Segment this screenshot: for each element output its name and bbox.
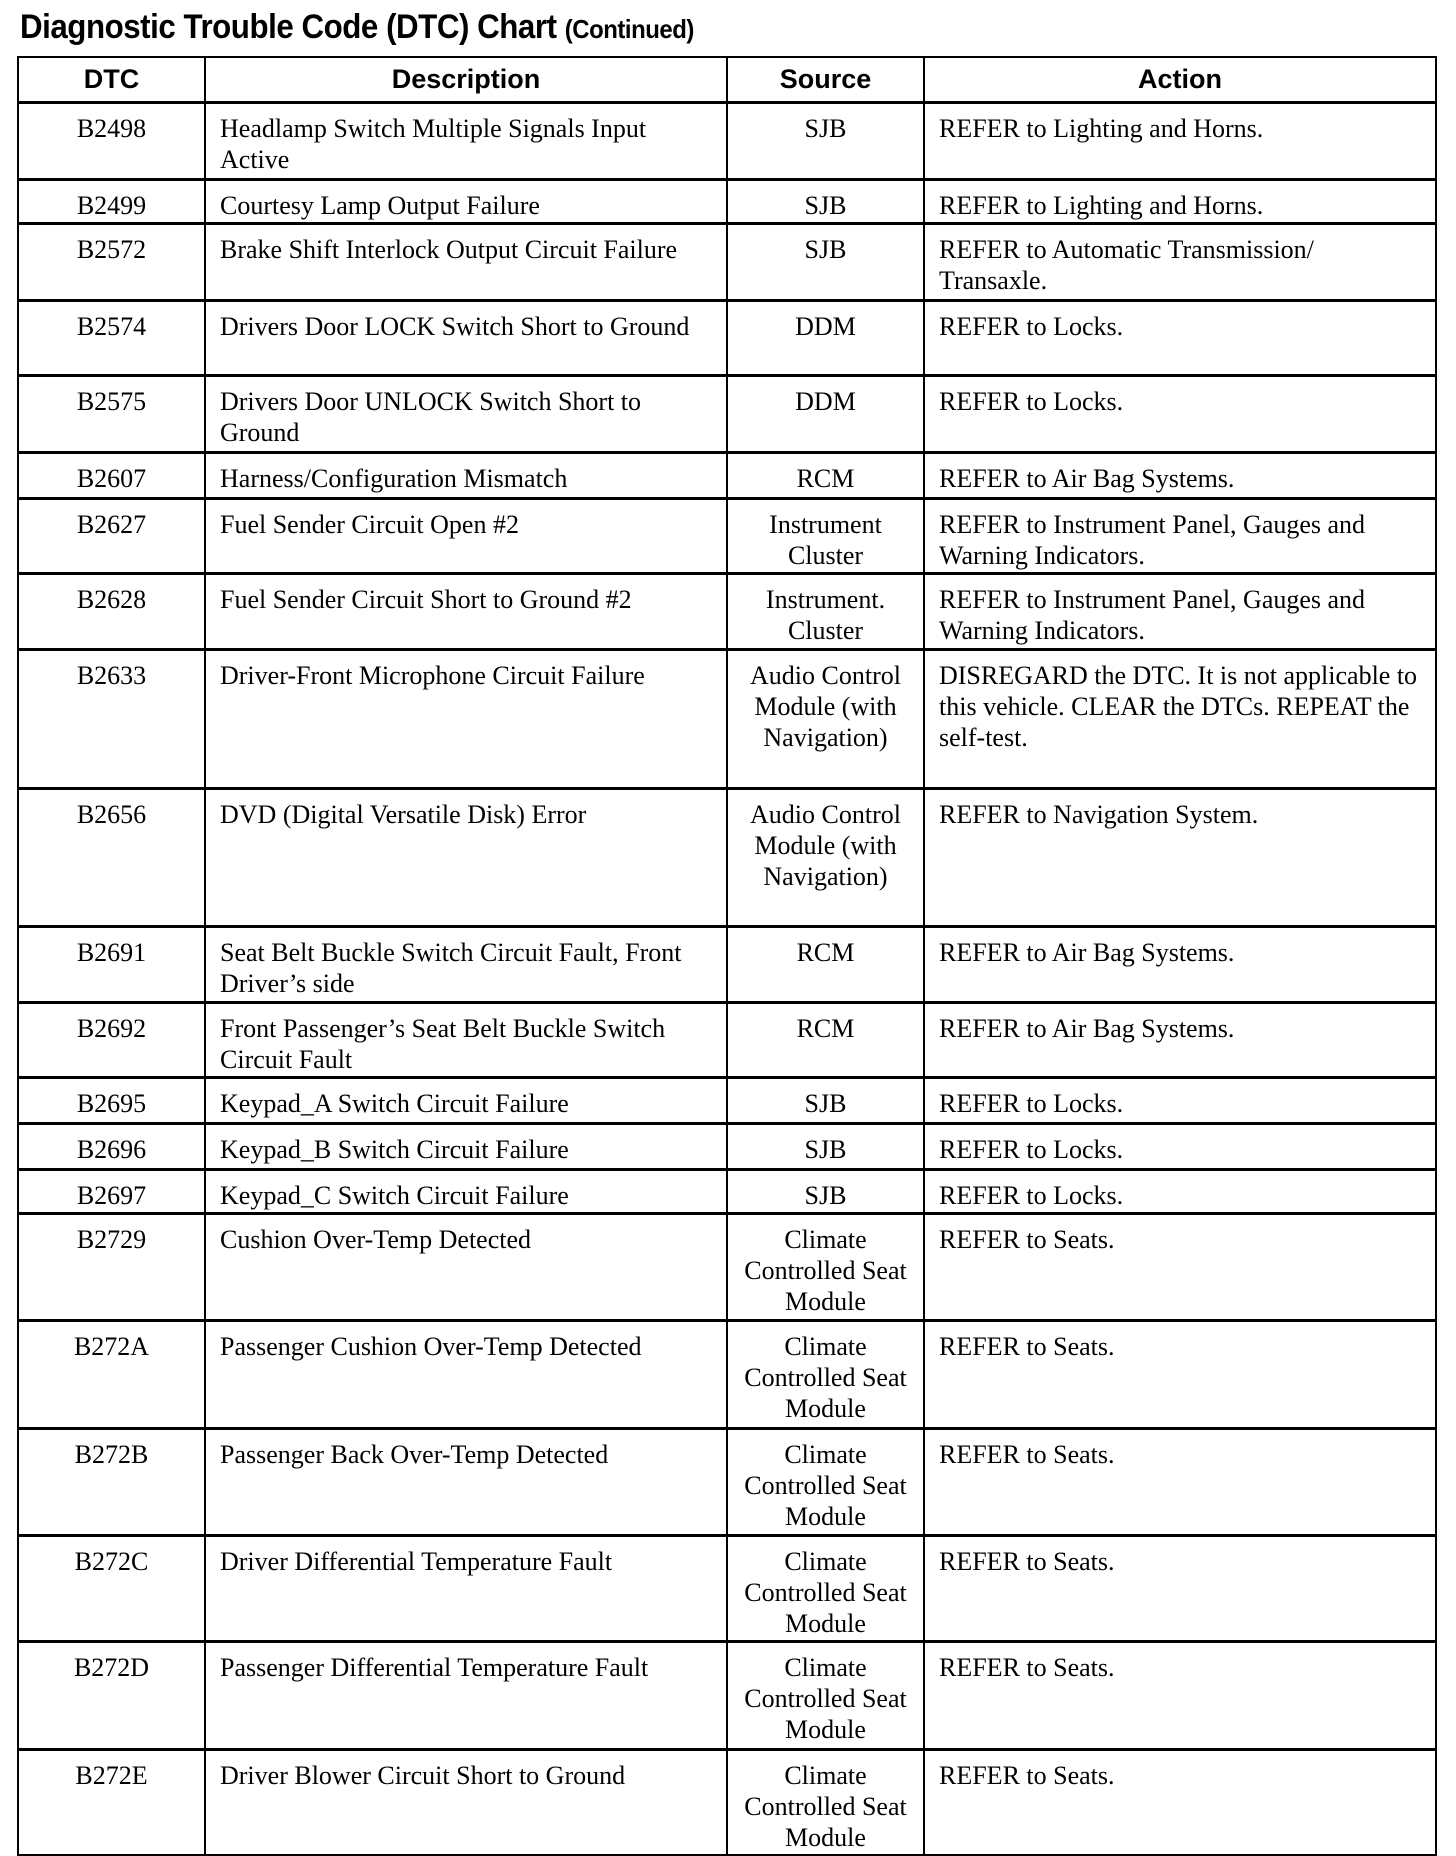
cell-action: REFER to Seats.: [924, 1535, 1436, 1641]
header-dtc: DTC: [18, 57, 205, 102]
cell-source: SJB: [727, 223, 924, 300]
cell-dtc: B2697: [18, 1169, 205, 1213]
cell-description: Drivers Door LOCK Switch Short to Ground: [205, 300, 727, 375]
table-row: [18, 1749, 1436, 1855]
cell-dtc: B2692: [18, 1002, 205, 1077]
cell-description: Keypad_C Switch Circuit Failure: [205, 1169, 727, 1213]
table-row: [18, 1002, 1436, 1077]
title-suffix: (Continued): [564, 14, 694, 44]
cell-source: SJB: [727, 1077, 924, 1123]
page-title: [20, 8, 694, 47]
table-row: [18, 1535, 1436, 1641]
table-row: [18, 926, 1436, 1002]
cell-description: Passenger Differential Temperature Fault: [205, 1641, 727, 1749]
table-row: [18, 102, 1436, 179]
cell-dtc: B272A: [18, 1320, 205, 1428]
cell-dtc: B2729: [18, 1213, 205, 1320]
cell-action: REFER to Seats.: [924, 1428, 1436, 1535]
cell-action: REFER to Navigation System.: [924, 788, 1436, 926]
cell-description: Courtesy Lamp Output Failure: [205, 179, 727, 223]
cell-source: Climate Controlled Seat Module: [727, 1213, 924, 1320]
cell-dtc: B272D: [18, 1641, 205, 1749]
cell-dtc: B2691: [18, 926, 205, 1002]
cell-action: REFER to Seats.: [924, 1749, 1436, 1855]
title-text: Diagnostic Trouble Code (DTC) Chart: [20, 8, 557, 46]
cell-dtc: B2498: [18, 102, 205, 179]
cell-dtc: B2627: [18, 498, 205, 573]
cell-description: Fuel Sender Circuit Open #2: [205, 498, 727, 573]
cell-source: SJB: [727, 179, 924, 223]
cell-action: REFER to Lighting and Horns.: [924, 102, 1436, 179]
cell-source: SJB: [727, 102, 924, 179]
table-row: [18, 375, 1436, 452]
cell-action: REFER to Locks.: [924, 375, 1436, 452]
cell-dtc: B2628: [18, 573, 205, 649]
cell-description: Keypad_B Switch Circuit Failure: [205, 1123, 727, 1169]
table-row: [18, 452, 1436, 498]
table-row: [18, 179, 1436, 223]
table-row: [18, 1213, 1436, 1320]
cell-description: Keypad_A Switch Circuit Failure: [205, 1077, 727, 1123]
header-action: Action: [924, 57, 1436, 102]
cell-description: Harness/Configuration Mismatch: [205, 452, 727, 498]
table-row: [18, 498, 1436, 573]
cell-source: Instrument. Cluster: [727, 573, 924, 649]
cell-description: Brake Shift Interlock Output Circuit Failure: [205, 223, 727, 300]
cell-description: Passenger Cushion Over-Temp Detected: [205, 1320, 727, 1428]
cell-description: Drivers Door UNLOCK Switch Short to Ground: [205, 375, 727, 452]
table-row: [18, 1169, 1436, 1213]
cell-source: RCM: [727, 926, 924, 1002]
table-row: [18, 649, 1436, 788]
cell-source: Climate Controlled Seat Module: [727, 1535, 924, 1641]
table-row: [18, 1428, 1436, 1535]
cell-dtc: B2695: [18, 1077, 205, 1123]
cell-dtc: B272C: [18, 1535, 205, 1641]
cell-action: DISREGARD the DTC. It is not applicable to this vehicle. CLEAR the DTCs. REPEAT the self-test.: [924, 649, 1436, 788]
cell-action: REFER to Air Bag Systems.: [924, 926, 1436, 1002]
cell-dtc: B2607: [18, 452, 205, 498]
cell-description: DVD (Digital Versatile Disk) Error: [205, 788, 727, 926]
cell-source: Climate Controlled Seat Module: [727, 1749, 924, 1855]
table-row: [18, 1641, 1436, 1749]
cell-source: RCM: [727, 1002, 924, 1077]
cell-source: Audio Control Module (with Navigation): [727, 649, 924, 788]
cell-description: Passenger Back Over-Temp Detected: [205, 1428, 727, 1535]
cell-dtc: B272E: [18, 1749, 205, 1855]
table-row: [18, 300, 1436, 375]
header-description: Description: [205, 57, 727, 102]
cell-description: Headlamp Switch Multiple Signals Input Active: [205, 102, 727, 179]
cell-source: DDM: [727, 300, 924, 375]
table-header-row: [18, 57, 1436, 102]
table-row: [18, 573, 1436, 649]
cell-dtc: B2499: [18, 179, 205, 223]
cell-dtc: B2572: [18, 223, 205, 300]
cell-action: REFER to Seats.: [924, 1641, 1436, 1749]
table-row: [18, 1320, 1436, 1428]
cell-description: Seat Belt Buckle Switch Circuit Fault, Front Driver’s side: [205, 926, 727, 1002]
cell-action: REFER to Instrument Panel, Gauges and Warning Indicators.: [924, 498, 1436, 573]
table-row: [18, 788, 1436, 926]
table-row: [18, 1123, 1436, 1169]
cell-description: Driver Blower Circuit Short to Ground: [205, 1749, 727, 1855]
cell-dtc: B2633: [18, 649, 205, 788]
cell-action: REFER to Locks.: [924, 1169, 1436, 1213]
cell-action: REFER to Locks.: [924, 1077, 1436, 1123]
cell-dtc: B272B: [18, 1428, 205, 1535]
cell-source: Climate Controlled Seat Module: [727, 1320, 924, 1428]
cell-source: RCM: [727, 452, 924, 498]
cell-action: REFER to Locks.: [924, 300, 1436, 375]
cell-description: Fuel Sender Circuit Short to Ground #2: [205, 573, 727, 649]
cell-description: Driver-Front Microphone Circuit Failure: [205, 649, 727, 788]
cell-dtc: B2574: [18, 300, 205, 375]
cell-dtc: B2696: [18, 1123, 205, 1169]
cell-source: Audio Control Module (with Navigation): [727, 788, 924, 926]
cell-action: REFER to Air Bag Systems.: [924, 1002, 1436, 1077]
dtc-table: [17, 56, 1437, 1856]
cell-action: REFER to Automatic Transmission/ Transaxle.: [924, 223, 1436, 300]
cell-dtc: B2575: [18, 375, 205, 452]
header-source: Source: [727, 57, 924, 102]
cell-source: Climate Controlled Seat Module: [727, 1641, 924, 1749]
cell-action: REFER to Lighting and Horns.: [924, 179, 1436, 223]
table-row: [18, 1077, 1436, 1123]
cell-description: Cushion Over-Temp Detected: [205, 1213, 727, 1320]
cell-source: SJB: [727, 1123, 924, 1169]
cell-action: REFER to Seats.: [924, 1213, 1436, 1320]
cell-action: REFER to Locks.: [924, 1123, 1436, 1169]
cell-action: REFER to Instrument Panel, Gauges and Warning Indicators.: [924, 573, 1436, 649]
cell-dtc: B2656: [18, 788, 205, 926]
table-row: [18, 223, 1436, 300]
cell-source: DDM: [727, 375, 924, 452]
cell-action: REFER to Seats.: [924, 1320, 1436, 1428]
cell-description: Front Passenger’s Seat Belt Buckle Switch Circuit Fault: [205, 1002, 727, 1077]
cell-description: Driver Differential Temperature Fault: [205, 1535, 727, 1641]
cell-source: Instrument Cluster: [727, 498, 924, 573]
cell-source: Climate Controlled Seat Module: [727, 1428, 924, 1535]
cell-source: SJB: [727, 1169, 924, 1213]
cell-action: REFER to Air Bag Systems.: [924, 452, 1436, 498]
